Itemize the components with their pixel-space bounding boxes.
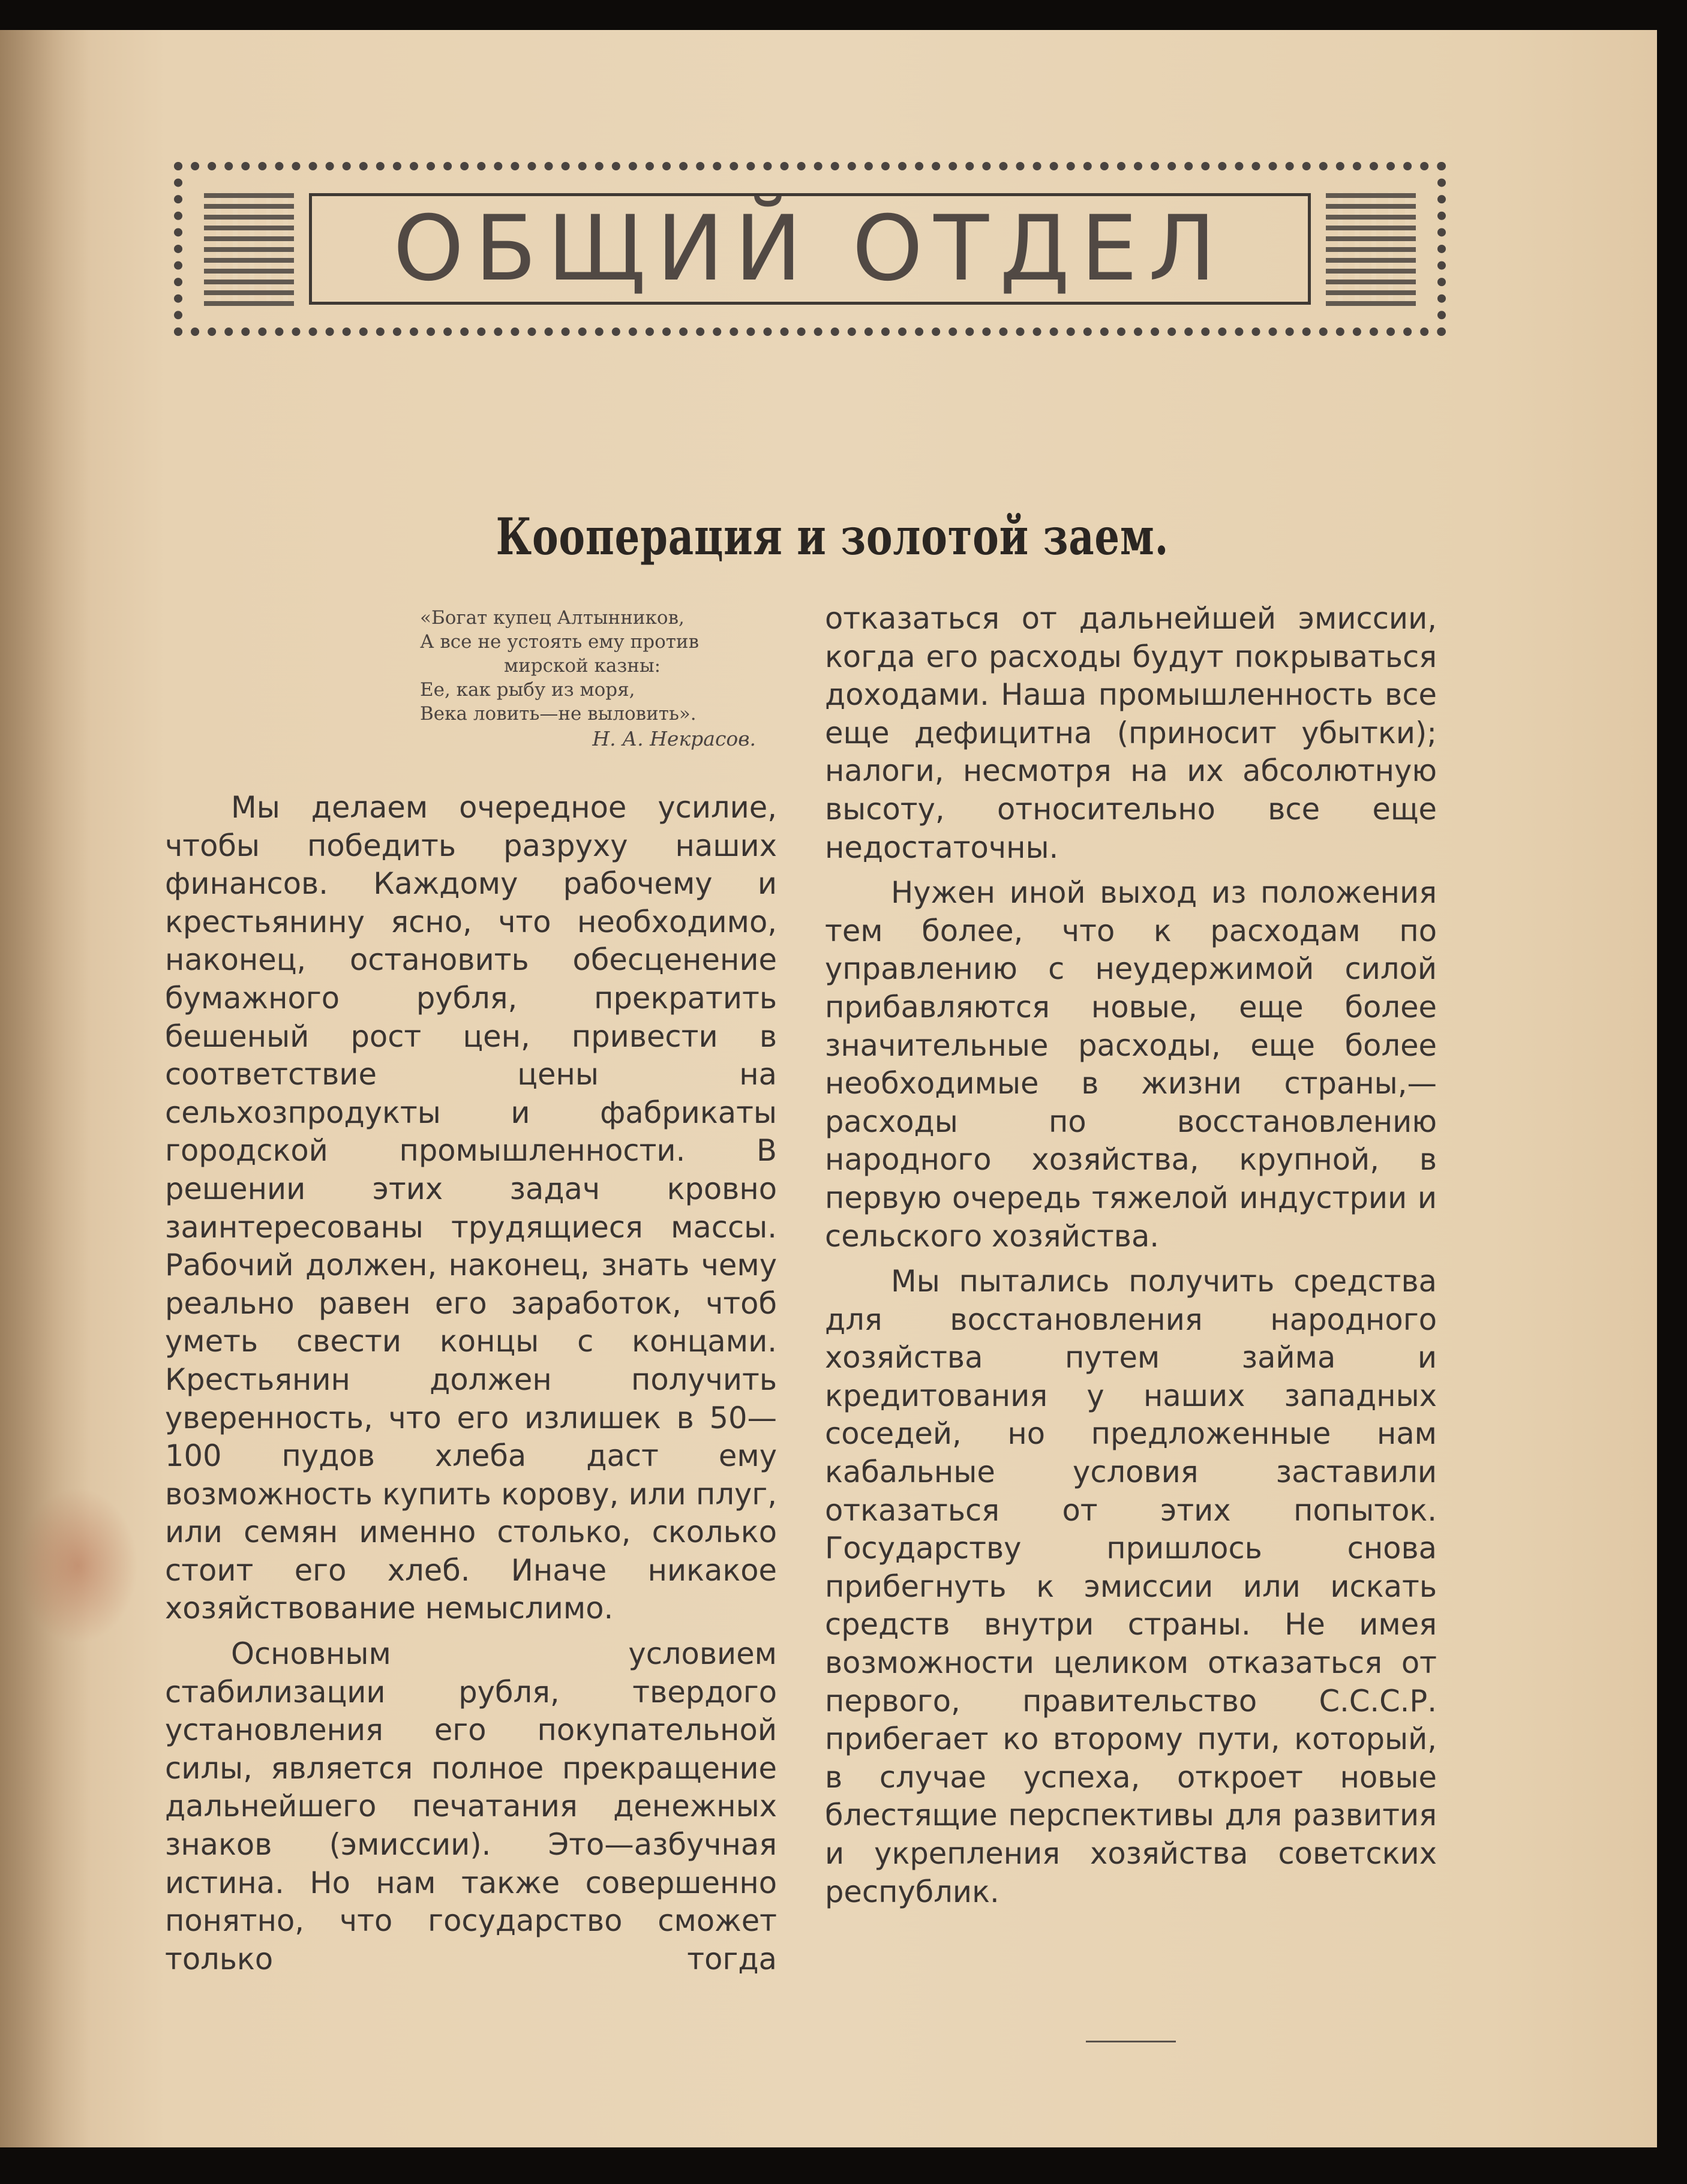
epigraph-line: мирской казны: xyxy=(504,655,661,677)
left-column xyxy=(165,789,777,1978)
end-rule xyxy=(1086,2041,1176,2042)
epigraph xyxy=(420,606,756,751)
paragraph: Мы пытались получить средства для восстановления народного хозяйства путем займа и кредитования у наших западных соседей, но предложенные нам кабальные условия заставили отказаться от этих попыток. Государству пришлось снова прибегнуть к эмиссии или искать средств внутри страны. Не имея возможности целиком отказаться от первого, правительство С.С.С.Р. прибегает ко второму пути, который, в случае успеха, откроет новые блестящие перспективы для развития и укрепления хозяйства советских республик. xyxy=(825,1264,1437,1909)
epigraph-author: Н. А. Некрасов. xyxy=(592,727,756,750)
banner-ornament-left xyxy=(204,192,294,306)
paragraph: отказаться от дальнейшей эмиссии, когда его расходы будут покрываться доходами. Наша промышленность все еще дефицитна (приносит убытки); налоги, несмотря на их абсолютную высоту, относительно все еще недостаточны. xyxy=(825,601,1437,865)
journal-page xyxy=(0,30,1657,2147)
article-title: Кооперация и золотой заем. xyxy=(496,507,1169,566)
paper-stain xyxy=(18,1488,138,1644)
epigraph-line: Века ловить—не выловить». xyxy=(420,703,697,725)
banner-ornament-right xyxy=(1326,192,1416,306)
paragraph: Основным условием стабилизации рубля, твердого установления его покупательной силы, является полное прекращение дальнейшего печатания денежных знаков (эмиссии). Это—азбучная истина. Но нам также совершенно понятно, что государство сможет только тогда xyxy=(165,1636,777,1976)
epigraph-line: «Богат купец Алтынников, xyxy=(420,607,685,629)
paragraph: Нужен иной выход из положения тем более, что к расходам по управлению с неудержимой силой прибавляются новые, еще более значительные расходы, еще более необходимые в жизни страны,—расходы по восстановлению народного хозяйства, крупной, в первую очередь тяжелой индустрии и сельского хозяйства. xyxy=(825,875,1437,1254)
epigraph-line: А все не устоять ему против xyxy=(420,631,700,653)
section-banner xyxy=(174,162,1446,336)
epigraph-line: Ее, как рыбу из моря, xyxy=(420,679,635,701)
paragraph: Мы делаем очередное усилие, чтобы победить разруху наших финансов. Каждому рабочему и крестьянину ясно, что необходимо, наконец, остановить обесценение бумажного рубля, прекратить бешеный рост цен, привести в соответствие цены на сельхозпродукты и фабрикаты городской промышленности. В решении этих задач кровно заинтересованы трудящиеся массы. Рабочий должен, наконец, знать чему реально равен его заработок, чтоб уметь свести концы с концами. Крестьянин должен получить уверенность, что его излишек в 50—100 пудов хлеба даст ему возможность купить корову, или плуг, или семян именно столько, сколько стоит его хлеб. Иначе никакое хозяйствование немыслимо. xyxy=(165,790,777,1626)
right-column xyxy=(825,600,1437,1911)
section-title: ОБЩИЙ ОТДЕЛ xyxy=(393,197,1227,301)
